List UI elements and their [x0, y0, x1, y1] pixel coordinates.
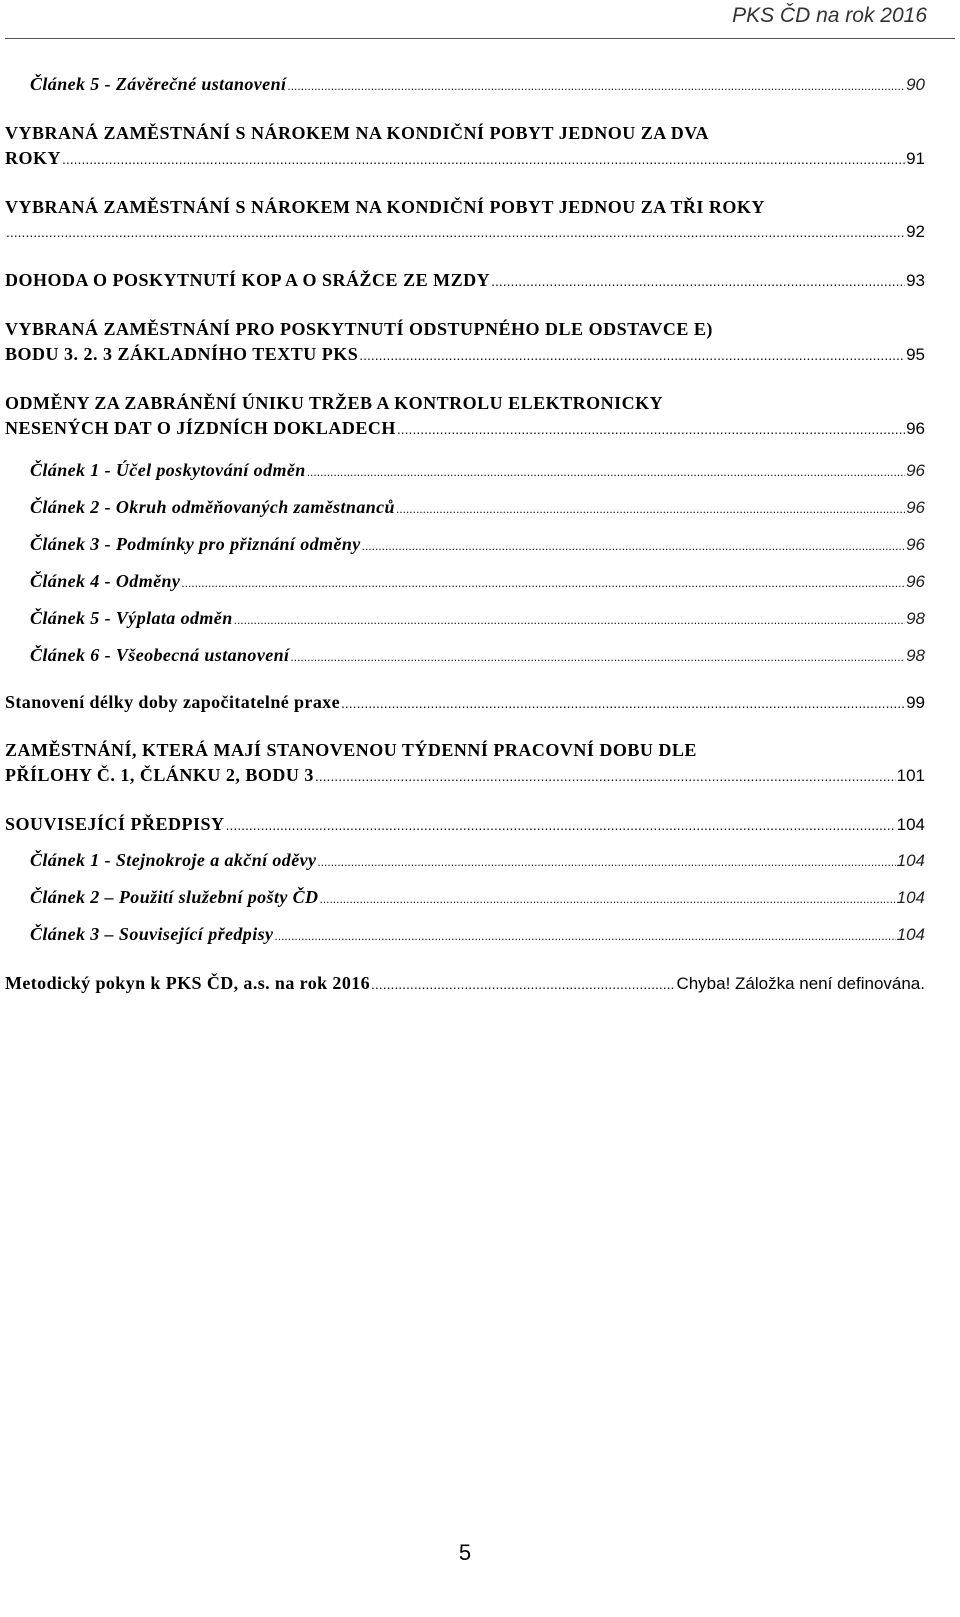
dot-leader: [397, 421, 905, 437]
dot-leader: [6, 224, 905, 240]
toc-entry-title: NESENÝCH DAT O JÍZDNÍCH DOKLADECH: [5, 418, 396, 438]
dot-leader: [371, 976, 675, 992]
toc-entry[interactable]: [5, 814, 925, 835]
toc-entry-page: 104: [896, 888, 925, 907]
dot-leader: [181, 576, 905, 590]
dot-leader: [62, 151, 905, 167]
toc-entry[interactable]: [5, 196, 925, 242]
toc-entry-page: 92: [906, 222, 925, 241]
toc-entry-title-line1: VYBRANÁ ZAMĚSTNÁNÍ S NÁROKEM NA KONDIČNÍ POBYT JEDNOU ZA TŘI ROKY: [5, 197, 765, 217]
toc-entry-title: Článek 1 - Stejnokroje a akční oděvy: [30, 850, 317, 870]
dot-leader: [396, 502, 905, 516]
toc-entry-page: 91: [906, 149, 925, 168]
toc-entry[interactable]: [5, 270, 925, 291]
toc-entry-title-line1: ZAMĚSTNÁNÍ, KTERÁ MAJÍ STANOVENOU TÝDENNÍ PRACOVNÍ DOBU DLE: [5, 740, 697, 760]
dot-leader: [287, 79, 905, 93]
toc-entry-title: DOHODA O POSKYTNUTÍ KOP A O SRÁŽCE ZE MZDY: [5, 270, 491, 290]
dot-leader: [359, 347, 905, 363]
toc-entry-title: ROKY: [5, 148, 61, 168]
toc-entry-page: 99: [906, 693, 925, 712]
toc-entry[interactable]: [5, 318, 925, 365]
toc-entry-title: Článek 6 - Všeobecná ustanovení: [30, 645, 290, 665]
toc-entry-title: BODU 3. 2. 3 ZÁKLADNÍHO TEXTU PKS: [5, 344, 359, 364]
toc-entry-title: Článek 3 - Podmínky pro přiznání odměny: [30, 534, 361, 554]
toc-entry-title-line1: VYBRANÁ ZAMĚSTNÁNÍ S NÁROKEM NA KONDIČNÍ POBYT JEDNOU ZA DVA: [5, 123, 709, 143]
dot-leader: [319, 892, 895, 906]
toc-entry-title: Článek 2 - Okruh odměňovaných zaměstnanců: [30, 497, 395, 517]
toc-entry[interactable]: [5, 692, 925, 713]
header-rule: [5, 38, 955, 39]
dot-leader: [362, 539, 905, 553]
page-number: 5: [458, 1540, 472, 1565]
toc-entry-title-line1: ODMĚNY ZA ZABRÁNĚNÍ ÚNIKU TRŽEB A KONTROLU ELEKTRONICKY: [5, 393, 664, 413]
toc-entry-title: Článek 2 – Použití služební pošty ČD: [30, 887, 319, 907]
running-header: PKS ČD na rok 2016: [732, 4, 927, 27]
toc-entry-page: 104: [896, 925, 925, 944]
toc-entry[interactable]: [30, 497, 925, 518]
toc-entry-title: SOUVISEJÍCÍ PŘEDPISY: [5, 814, 225, 834]
dot-leader: [491, 273, 905, 289]
toc-entry-page: 96: [906, 498, 925, 517]
dot-leader: [274, 929, 895, 943]
toc-entry[interactable]: [5, 739, 925, 786]
toc-entry-page: 104: [896, 851, 925, 870]
toc-entry[interactable]: [30, 924, 925, 945]
toc-entry-title: Článek 3 – Související předpisy: [30, 924, 274, 944]
dot-leader: [234, 613, 905, 627]
toc-entry-page: 96: [906, 535, 925, 554]
toc-entry-title: Článek 1 - Účel poskytování odměn: [30, 460, 306, 480]
toc-entry-title: Článek 5 - Výplata odměn: [30, 608, 233, 628]
dot-leader: [290, 650, 905, 664]
toc-entry-title: PŘÍLOHY Č. 1, ČLÁNKU 2, BODU 3: [5, 765, 314, 785]
toc-entry-page: 96: [906, 419, 925, 438]
toc-entry[interactable]: [5, 392, 925, 439]
toc-entry-page: 96: [906, 461, 925, 480]
toc-entry-page: 104: [896, 815, 925, 834]
dot-leader: [317, 855, 895, 869]
toc-entry[interactable]: [30, 887, 925, 908]
toc-entry-page: 101: [896, 766, 925, 785]
toc-entry-page: 96: [906, 572, 925, 591]
toc-entry[interactable]: [30, 74, 925, 95]
toc-entry-title: Stanovení délky doby započitatelné praxe: [5, 692, 341, 712]
toc-entry-page-error: Chyba! Záložka není definována.: [676, 974, 925, 993]
toc-entry-title: Metodický pokyn k PKS ČD, a.s. na rok 2016: [5, 973, 371, 993]
toc-entry[interactable]: [5, 122, 925, 169]
dot-leader: [341, 695, 905, 711]
toc-entry-page: 90: [906, 75, 925, 94]
toc-entry-page: 98: [906, 646, 925, 665]
toc-entry[interactable]: [30, 571, 925, 592]
toc-entry[interactable]: [30, 608, 925, 629]
toc-entry-title-line1: VYBRANÁ ZAMĚSTNÁNÍ PRO POSKYTNUTÍ ODSTUPNÉHO DLE ODSTAVCE E): [5, 319, 713, 339]
toc-entry-title: Článek 5 - Závěrečné ustanovení: [30, 74, 287, 94]
toc-entry[interactable]: [30, 645, 925, 666]
toc-entry-page: 95: [906, 345, 925, 364]
dot-leader: [307, 465, 905, 479]
dot-leader: [226, 817, 896, 833]
toc-entry-title: Článek 4 - Odměny: [30, 571, 181, 591]
toc-entry-page: 93: [906, 271, 925, 290]
toc-entry-page: 98: [906, 609, 925, 628]
toc-entry[interactable]: [5, 973, 925, 994]
toc-entry[interactable]: [30, 460, 925, 481]
toc-entry[interactable]: [30, 534, 925, 555]
dot-leader: [315, 768, 896, 784]
toc-entry[interactable]: [30, 850, 925, 871]
